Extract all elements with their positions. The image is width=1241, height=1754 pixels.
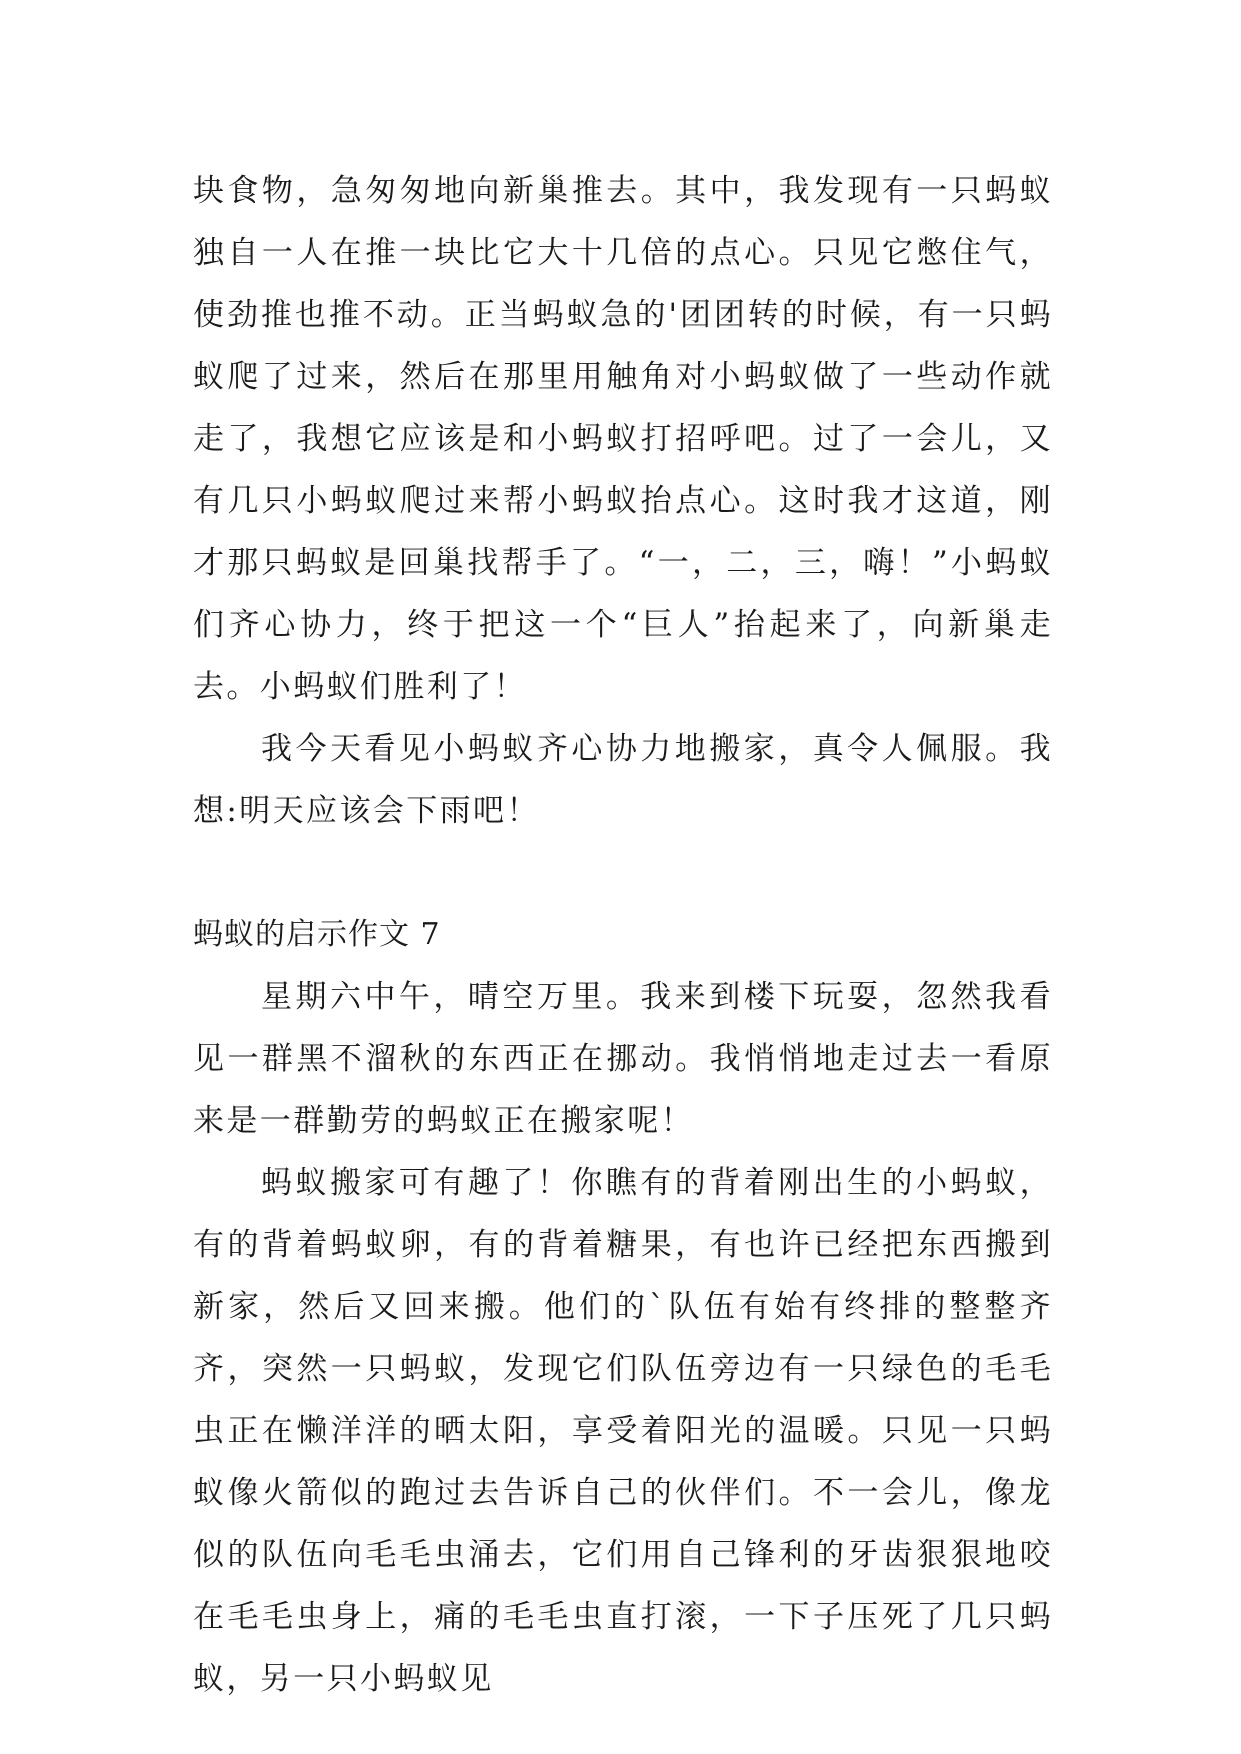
section-title: 蚂蚁的启示作文 7 (193, 917, 441, 952)
paragraph-continued: 块食物，急匆匆地向新巢推去。其中，我发现有一只蚂蚁独自一人在推一块比它大十几倍的点心。只见它憋住气，使劲推也推不动。正当蚂蚁急的'团团转的时候，有一只蚂蚁爬了过来，然后在那里用触角对小蚂蚁做了一些动作就走了，我想它应该是和小蚂蚁打招呼吧。过了一会儿，又有几只小蚂蚁爬过来帮小蚂蚁抬点心。这时我才这道，刚才那只蚂蚁是回巢找帮手了。“一，二，三，嗨！”小蚂蚁们齐心协力，终于把这一个“巨人”抬起来了，向新巢走去。小蚂蚁们胜利了！ (193, 173, 1053, 705)
document-body (193, 160, 1053, 1710)
section-spacer (193, 842, 1053, 904)
paragraph-body: 蚂蚁搬家可有趣了！你瞧有的背着刚出生的小蚂蚁，有的背着蚂蚁卵，有的背着糖果，有也许已经把东西搬到新家，然后又回来搬。他们的`队伍有始有终排的整整齐齐，突然一只蚂蚁，发现它们队伍旁边有一只绿色的毛毛虫正在懒洋洋的晒太阳，享受着阳光的温暖。只见一只蚂蚁像火箭似的跑过去告诉自己的伙伴们。不一会儿，像龙似的队伍向毛毛虫涌去，它们用自己锋利的牙齿狠狠地咬在毛毛虫身上，痛的毛毛虫直打滚，一下子压死了几只蚂蚁，另一只小蚂蚁见 (193, 1165, 1053, 1697)
paragraph-intro: 星期六中午，晴空万里。我来到楼下玩耍，忽然我看见一群黑不溜秋的东西正在挪动。我悄悄地走过去一看原来是一群勤劳的蚂蚁正在搬家呢！ (193, 979, 1053, 1139)
paragraph-conclusion: 我今天看见小蚂蚁齐心协力地搬家，真令人佩服。我想:明天应该会下雨吧！ (193, 731, 1053, 829)
